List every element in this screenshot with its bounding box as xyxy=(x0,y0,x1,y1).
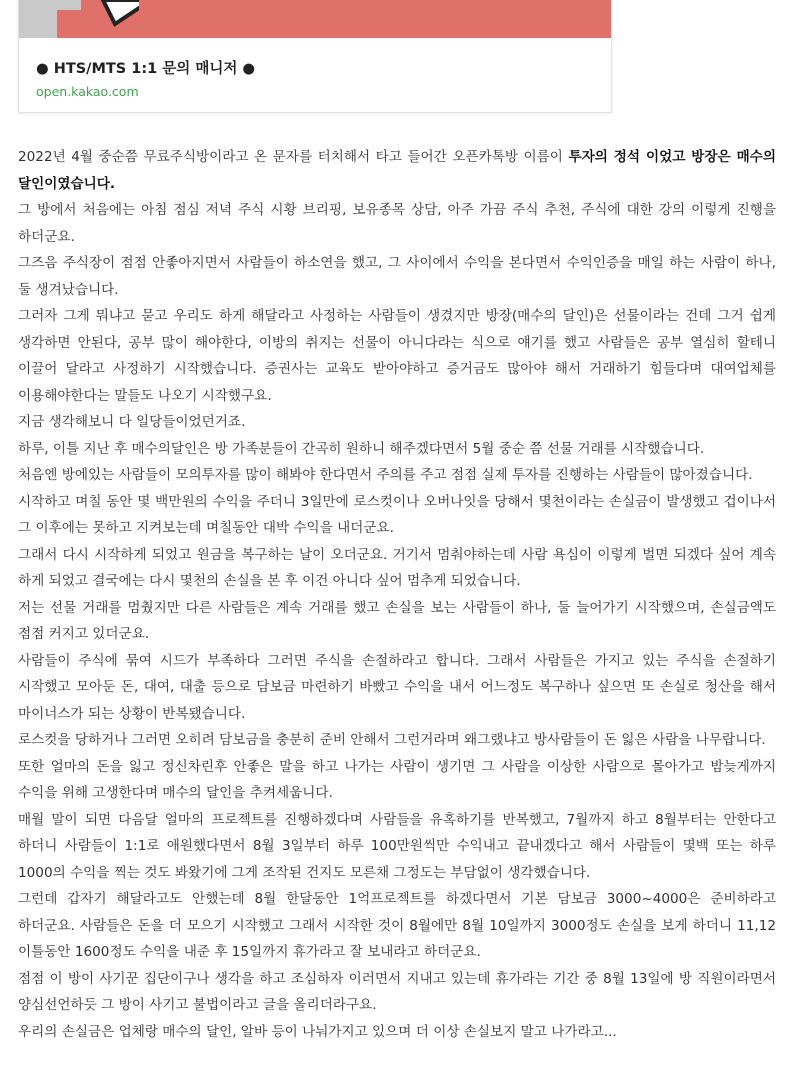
paragraph-text: 또한 얼마의 돈을 잃고 정신차린후 안좋은 말을 하고 나가는 사람이 생기면 그 사람을 이상한 사람으로 몰아가고 밤늦게까지 수익을 위해 고생한다며 매수의 달인을 추켜세웁니다. xyxy=(18,758,776,801)
article-paragraph xyxy=(18,303,776,409)
article-paragraph xyxy=(18,807,776,887)
paragraph-text: 하루, 이틀 지난 후 매수의달인은 방 가족분들이 간곡히 원하니 해주겠다면서 5월 중순 쯤 선물 거래를 시작했습니다. xyxy=(18,440,705,457)
article-paragraph xyxy=(18,1019,776,1046)
paragraph-text: 그래서 다시 시작하게 되었고 원금을 복구하는 날이 오더군요. 거기서 멈춰야하는데 사람 욕심이 이렇게 벌면 되겠다 싶어 계속 하게 되었고 결국에는 다시 몇천의 손실을 본 후 이건 아니다 싶어 멈추게 되었습니다. xyxy=(18,546,776,589)
article-paragraph xyxy=(18,727,776,754)
article-paragraph xyxy=(18,886,776,966)
article-paragraph xyxy=(18,595,776,648)
paragraph-text: 시작하고 며칠 동안 몇 백만원의 수익을 주더니 3일만에 로스컷이나 오버나잇을 당해서 몇천이라는 손실금이 발생했고 겁이나서 그 이후에는 못하고 지켜보는데 며칠동안 대박 수익을 내더군요. xyxy=(18,493,776,536)
paragraph-bold-text: 투자의 정석 이었고 방장은 매수의 달인이였습니다. xyxy=(18,149,777,192)
article-paragraph xyxy=(18,542,776,595)
article-paragraph xyxy=(18,144,776,197)
article-paragraph xyxy=(18,648,776,728)
article-paragraph xyxy=(18,436,776,463)
card-thumbnail xyxy=(19,0,611,38)
paragraph-text: 그 방에서 처음에는 아침 점심 저녁 주식 시황 브리핑, 보유종목 상담, 아주 가끔 주식 추천, 주식에 대한 강의 이렇게 진행을 하더군요. xyxy=(18,202,776,245)
paragraph-text: 지금 생각해보니 다 일당들이었던거죠. xyxy=(18,414,246,430)
paragraph-text: 저는 선물 거래를 멈췄지만 다른 사람들은 계속 거래를 했고 손실을 보는 사람들이 하나, 둘 늘어가기 시작했으며, 손실금액도 점점 커지고 있더군요. xyxy=(18,599,776,642)
paragraph-text: 그런데 갑자기 해달라고도 안했는데 8월 한달동안 1억프로젝트를 하겠다면서 기본 담보금 3000~4000은 준비하라고 하더군요. 사람들은 돈을 더 모으기 시작했고 그래서 시작한 것이 8월에만 8월 10일까지 3000정도 손실을 보게 하더니 11,12 이틀동안 1600정도 수익을 내준 후 15일까지 휴가라고 잘 보내라고 하더군요. xyxy=(18,891,776,960)
article-paragraph xyxy=(18,197,776,250)
paragraph-text: 그즈음 주식장이 점점 안좋아지면서 사람들이 하소연을 했고, 그 사이에서 수익을 본다면서 수익인증을 매일 하는 사람이 하나, 둘 생겨났습니다. xyxy=(18,255,776,298)
article-paragraph xyxy=(18,250,776,303)
article-paragraph xyxy=(18,754,776,807)
paragraph-text: 처음엔 방에있는 사람들이 모의투자를 많이 해봐야 한다면서 주의를 주고 점점 실제 투자를 진행하는 사람들이 많아졌습니다. xyxy=(18,467,753,483)
paragraph-text: 우리의 손실금은 업체랑 매수의 달인, 알바 등이 나눠가지고 있으며 더 이상 손실보지 말고 나가라고... xyxy=(18,1023,617,1040)
card-title[interactable]: ● HTS/MTS 1:1 문의 매니저 ● xyxy=(36,61,256,77)
paragraph-text: 점점 이 방이 사기꾼 집단이구나 생각을 하고 조심하자 이러면서 지내고 있는데 휴가라는 기간 중 8월 13일에 방 직원이라면서 양심선언하듯 그 방이 사기고 불법이라고 글을 올리더라구요. xyxy=(18,970,776,1013)
paragraph-text: 그러자 그게 뭐냐고 묻고 우리도 하게 해달라고 사정하는 사람들이 생겼지만 방장(매수의 달인)은 선물이라는 건데 그거 쉽게 생각하면 안된다, 공부 많이 해야한다, 이방의 취지는 선물이 아니다라는 식으로 얘기를 했고 사람들은 공부 열심히 할테니 이끌어 달라고 사정하기 시작했습니다. 증권사는 교육도 받아야하고 증거금도 많아야 해서 거래하기 힘들다며 대여업체를 이용해야한다는 말들도 나오기 시작했구요. xyxy=(18,308,776,404)
thumbnail-graphic xyxy=(19,0,139,38)
article-paragraph xyxy=(18,462,776,489)
paragraph-text: 로스컷을 당하거나 그러면 오히려 담보금을 충분히 준비 안해서 그런거라며 왜그랬냐고 방사람들이 돈 잃은 사람을 나무랍니다. xyxy=(18,732,766,748)
article-body xyxy=(18,144,776,1045)
article-paragraph xyxy=(18,966,776,1019)
article-paragraph xyxy=(18,489,776,542)
paragraph-text: 매월 말이 되면 다음달 얼마의 프로젝트를 진행하겠다며 사람들을 유혹하기를 반복했고, 7월까지 하고 8월부터는 안한다고 하더니 사람들이 1:1로 애원했다면서 8월 3일부터 하루 100만원씩만 수익내고 끝내겠다고 해서 사람들이 몇백 또는 하루 1000의 수익을 찍는 것도 봐왔기에 그게 조작된 건지도 모른채 그정도는 부담없이 생각했습니다. xyxy=(18,811,776,881)
link-preview-card[interactable] xyxy=(18,0,612,113)
card-url[interactable]: open.kakao.com xyxy=(36,84,139,99)
paragraph-text: 사람들이 주식에 묶여 시드가 부족하다 그러면 주식을 손절하라고 합니다. 그래서 사람들은 가지고 있는 주식을 손절하기 시작했고 모아둔 돈, 대여, 대출 등으로 담보금 마련하기 바빴고 수익을 내서 어느정도 복구하나 싶으면 또 손실로 청산을 해서 마이너스가 되는 상황이 반복됐습니다. xyxy=(18,652,776,722)
paragraph-text: 2022년 4월 중순쯤 무료주식방이라고 온 문자를 터치해서 타고 들어간 오픈카톡방 이름이 xyxy=(18,149,569,165)
article-paragraph xyxy=(18,409,776,436)
